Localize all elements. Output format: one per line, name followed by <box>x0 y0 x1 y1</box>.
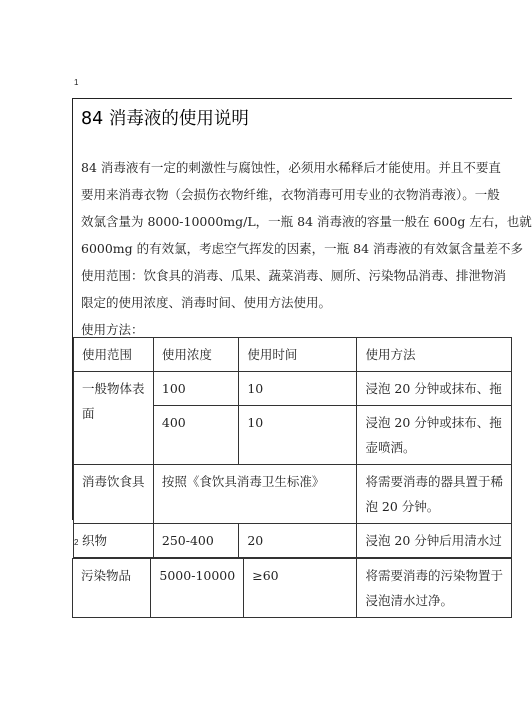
time-cell: 10 <box>239 372 357 406</box>
table-row <box>74 372 512 406</box>
method-cell <box>357 465 512 524</box>
method-cell <box>357 406 512 465</box>
table-header-row <box>74 338 512 372</box>
header-concentration: 使用浓度 <box>153 338 238 372</box>
concentration-cell: 250-400 <box>153 524 238 558</box>
usage-table <box>73 337 512 558</box>
method-text: 泡 20 分钟。 <box>365 499 440 514</box>
method-cell: 浸泡 20 分钟或抹布、拖 <box>357 372 512 406</box>
page-number-2: 2 <box>74 538 79 547</box>
concentration-cell: 5000-10000 <box>151 559 244 618</box>
paragraph-line: 要用来消毒衣物（会损伤衣物纤维，衣物消毒可用专业的衣物消毒液）。一般 <box>81 187 500 202</box>
standard-cell: 按照《食饮具消毒卫生标准》 <box>153 465 357 524</box>
scope-text: 一般物体表 <box>82 381 145 396</box>
method-text: 将需要消毒的污染物置于 <box>365 568 503 583</box>
method-cell <box>357 559 512 618</box>
time-cell: ≥60 <box>244 559 357 618</box>
concentration-cell: 100 <box>153 372 238 406</box>
table-row <box>73 559 512 618</box>
paragraph-line: 使用范围：饮食具的消毒、瓜果、蔬菜消毒、厕所、污染物品消毒、排泄物消 <box>81 268 507 283</box>
usage-table-continued <box>72 558 512 618</box>
concentration-cell: 400 <box>153 406 238 465</box>
table-row <box>74 524 512 558</box>
document-page-2 <box>72 558 512 618</box>
scope-cell: 污染物品 <box>73 559 151 618</box>
paragraph-line: 限定的使用浓度、消毒时间、使用方法使用。 <box>81 295 332 310</box>
method-text: 壶喷洒。 <box>365 440 416 455</box>
header-scope: 使用范围 <box>74 338 154 372</box>
method-text: 浸泡 20 分钟或抹布、拖 <box>365 415 502 430</box>
scope-cell: 织物 <box>74 524 154 558</box>
method-text: 将需要消毒的器具置于稀 <box>365 474 503 489</box>
scope-cell: 消毒饮食具 <box>74 465 154 524</box>
method-text: 浸泡清水过净。 <box>365 593 453 608</box>
scope-text: 面 <box>82 406 95 421</box>
time-cell: 20 <box>239 524 357 558</box>
document-page-1 <box>72 98 532 548</box>
page-number-1: 1 <box>74 78 79 87</box>
table-row <box>74 465 512 524</box>
document-title: 84 消毒液的使用说明 <box>81 109 249 129</box>
instructions-paragraph <box>81 154 532 343</box>
header-method: 使用方法 <box>357 338 512 372</box>
paragraph-line: 6000mg 的有效氯，考虑空气挥发的因素，一瓶 84 消毒液的有效氯含量差不多 <box>81 241 523 256</box>
time-cell: 10 <box>239 406 357 465</box>
paragraph-line: 效氯含量为 8000-10000mg/L，一瓶 84 消毒液的容量一般在 600g 左右，也就 <box>81 214 532 229</box>
scope-cell <box>74 372 154 465</box>
method-cell: 浸泡 20 分钟后用清水过 <box>357 524 512 558</box>
usage-method-label: 使用方法： <box>81 322 144 337</box>
paragraph-line: 84 消毒液有一定的刺激性与腐蚀性，必须用水稀释后才能使用。并且不要直 <box>81 160 501 175</box>
header-time: 使用时间 <box>239 338 357 372</box>
